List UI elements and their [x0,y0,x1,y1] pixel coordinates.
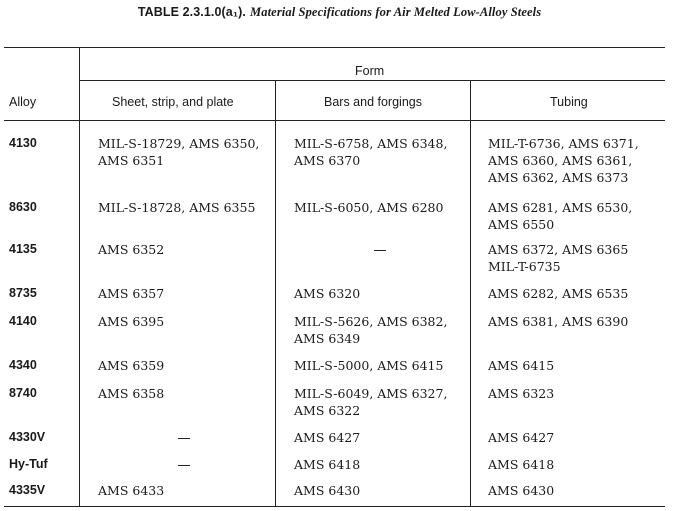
bars-cell [294,285,360,302]
empty-cell-dash [374,250,386,251]
tubing-cell [488,429,554,446]
spec-line: AMS 6322 [294,403,361,418]
spec-line: AMS 6281, AMS 6530, [488,200,633,215]
spec-line: AMS 6372, AMS 6365 [488,242,629,257]
spec-line: AMS 6381, AMS 6390 [488,314,629,329]
alloy-cell: 8630 [9,200,37,214]
spec-line: MIL-S-5000, AMS 6415 [294,358,444,373]
spec-line: MIL-S-6050, AMS 6280 [294,200,444,215]
spec-line: MIL-S-18728, AMS 6355 [98,200,256,215]
bars-cell [294,135,447,169]
spec-line: MIL-S-6758, AMS 6348, [294,136,448,151]
form-rule [79,80,665,81]
alloy-divider [79,47,80,506]
table-title: Material Specifications for Air Melted Low-Alloy Steels [250,5,542,19]
spec-line: MIL-S-5626, AMS 6382, [294,314,448,329]
bars-cell [294,313,447,347]
spec-line: AMS 6430 [488,483,555,498]
sheet-header: Sheet, strip, and plate [112,95,234,109]
spec-line: AMS 6418 [294,457,361,472]
alloy-cell: 4140 [9,314,37,328]
spec-line: AMS 6427 [294,430,361,445]
alloy-cell: 4330V [9,430,46,444]
top-rule [4,47,665,48]
spec-line: AMS 6323 [488,386,555,401]
sheet-cell [98,482,164,499]
spec-line: MIL-S-6049, AMS 6327, [294,386,448,401]
tubing-cell [488,456,554,473]
tubing-cell [488,357,554,374]
spec-line: AMS 6427 [488,430,555,445]
sheet-cell [98,135,259,169]
tubing-cell [488,199,632,233]
alloy-cell: 8735 [9,286,37,300]
empty-cell-dash [178,438,190,439]
tubing-cell [488,482,554,499]
spec-line: MIL-S-18729, AMS 6350, [98,136,260,151]
tubing-header: Tubing [550,95,588,109]
bars-cell [294,357,443,374]
bars-cell [294,385,447,419]
spec-line: AMS 6370 [294,153,361,168]
spec-line: AMS 6362, AMS 6373 [488,170,629,185]
empty-cell-dash [178,465,190,466]
alloy-cell: 8740 [9,386,37,400]
bars-header: Bars and forgings [324,95,422,109]
spec-line: MIL-T-6735 [488,259,561,274]
alloy-cell: Hy-Tuf [9,457,48,471]
spec-line: AMS 6433 [98,483,165,498]
tubing-cell [488,285,628,302]
header-rule [4,120,665,121]
sheet-cell [98,199,255,216]
spec-line: AMS 6282, AMS 6535 [488,286,629,301]
alloy-cell: 4340 [9,358,37,372]
tubing-cell [488,135,639,186]
alloy-cell: 4130 [9,136,37,150]
tubing-cell [488,385,554,402]
bars-cell [294,482,360,499]
spec-line: AMS 6358 [98,386,165,401]
form-header: Form [355,64,385,78]
sheet-cell [98,385,164,402]
bottom-rule [4,506,665,507]
table-number: TABLE 2.3.1.0(a₁). [137,5,246,19]
spec-line: AMS 6415 [488,358,555,373]
spec-line: AMS 6351 [98,153,165,168]
spec-line: AMS 6359 [98,358,165,373]
spec-line: AMS 6550 [488,217,555,232]
sheet-cell [98,357,164,374]
spec-line: AMS 6349 [294,331,361,346]
spec-line: AMS 6320 [294,286,361,301]
alloy-cell: 4335V [9,483,46,497]
tubing-cell [488,313,628,330]
spec-line: AMS 6395 [98,314,165,329]
col2-divider [470,80,471,506]
tubing-cell [488,241,628,275]
spec-line: AMS 6418 [488,457,555,472]
bars-cell [294,429,360,446]
spec-line: MIL-T-6736, AMS 6371, [488,136,639,151]
col1-divider [275,80,276,506]
spec-line: AMS 6360, AMS 6361, [488,153,633,168]
sheet-cell [98,285,164,302]
spec-line: AMS 6352 [98,242,165,257]
bars-cell [294,456,360,473]
table-caption [0,4,679,20]
sheet-cell [98,313,164,330]
sheet-cell [98,241,164,258]
spec-line: AMS 6430 [294,483,361,498]
alloy-header: Alloy [9,95,37,109]
spec-line: AMS 6357 [98,286,165,301]
bars-cell [294,199,443,216]
alloy-cell: 4135 [9,242,37,256]
